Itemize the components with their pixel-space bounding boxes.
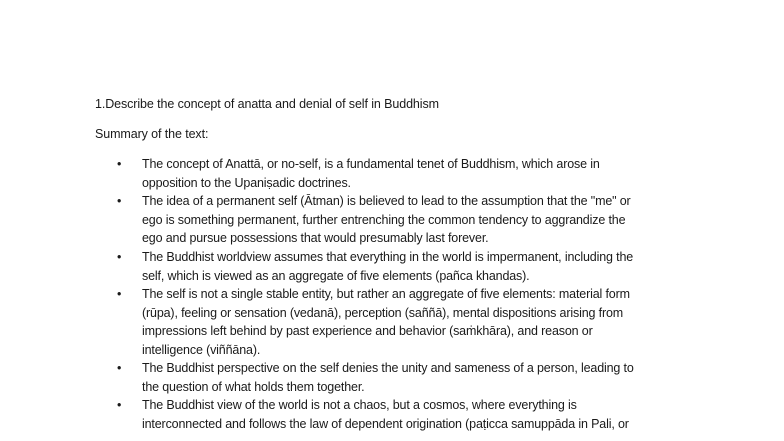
bullet-dot: • [117,398,122,412]
bullet-item-5 [0,359,634,396]
question-heading: 1.Describe the concept of anatta and denial of self in Buddhism [95,97,439,111]
bullet-dot: • [117,361,122,375]
bullet-3-line-1: The Buddhist worldview assumes that everything in the world is impermanent, including the [142,250,634,264]
bullet-dot: • [117,157,122,171]
bullet-item-2 [0,192,634,248]
bullet-dot: • [117,287,122,301]
bullet-item-6 [0,396,634,436]
bullet-4-line-4: intelligence (viññāna). [142,342,261,357]
bullet-4-line-1: The self is not a single stable entity, but rather an aggregate of five elements: material form [142,287,630,301]
bullet-4-line-3: impressions left behind by past experience and behavior (saṁkhāra), and reason or [142,324,593,338]
bullet-item-1 [0,155,634,192]
summary-label: Summary of the text: [95,127,209,141]
bullet-6-line-2: interconnected and follows the law of dependent origination (paṭicca samuppāda in Pali, or [142,416,629,431]
bullet-dot: • [117,250,122,264]
bullet-5-line-2: the question of what holds them together. [142,379,365,394]
bullet-3-line-2: self, which is viewed as an aggregate of five elements (pañca khandas). [142,268,530,283]
bullet-1-line-1: The concept of Anattā, or no-self, is a fundamental tenet of Buddhism, which arose in [142,157,600,171]
bullet-4-line-2: (rūpa), feeling or sensation (vedanā), perception (saññā), mental dispositions arising from [142,305,624,320]
bullet-2-line-1: The idea of a permanent self (Ātman) is believed to lead to the assumption that the "me" or [142,194,631,208]
bullet-5-line-1: The Buddhist perspective on the self denies the unity and sameness of a person, leading to [142,361,634,375]
summary-bullet-list [0,155,634,436]
bullet-2-line-2: ego is something permanent, further entrenching the common tendency to aggrandize the [142,212,626,227]
bullet-item-4 [0,285,634,359]
bullet-2-line-3: ego and pursue possessions that would presumably last forever. [142,231,489,245]
bullet-dot: • [117,194,122,208]
bullet-6-line-1: The Buddhist view of the world is not a chaos, but a cosmos, where everything is [142,398,577,412]
bullet-1-line-2: opposition to the Upaniṣadic doctrines. [142,175,351,190]
bullet-item-3 [0,248,634,285]
